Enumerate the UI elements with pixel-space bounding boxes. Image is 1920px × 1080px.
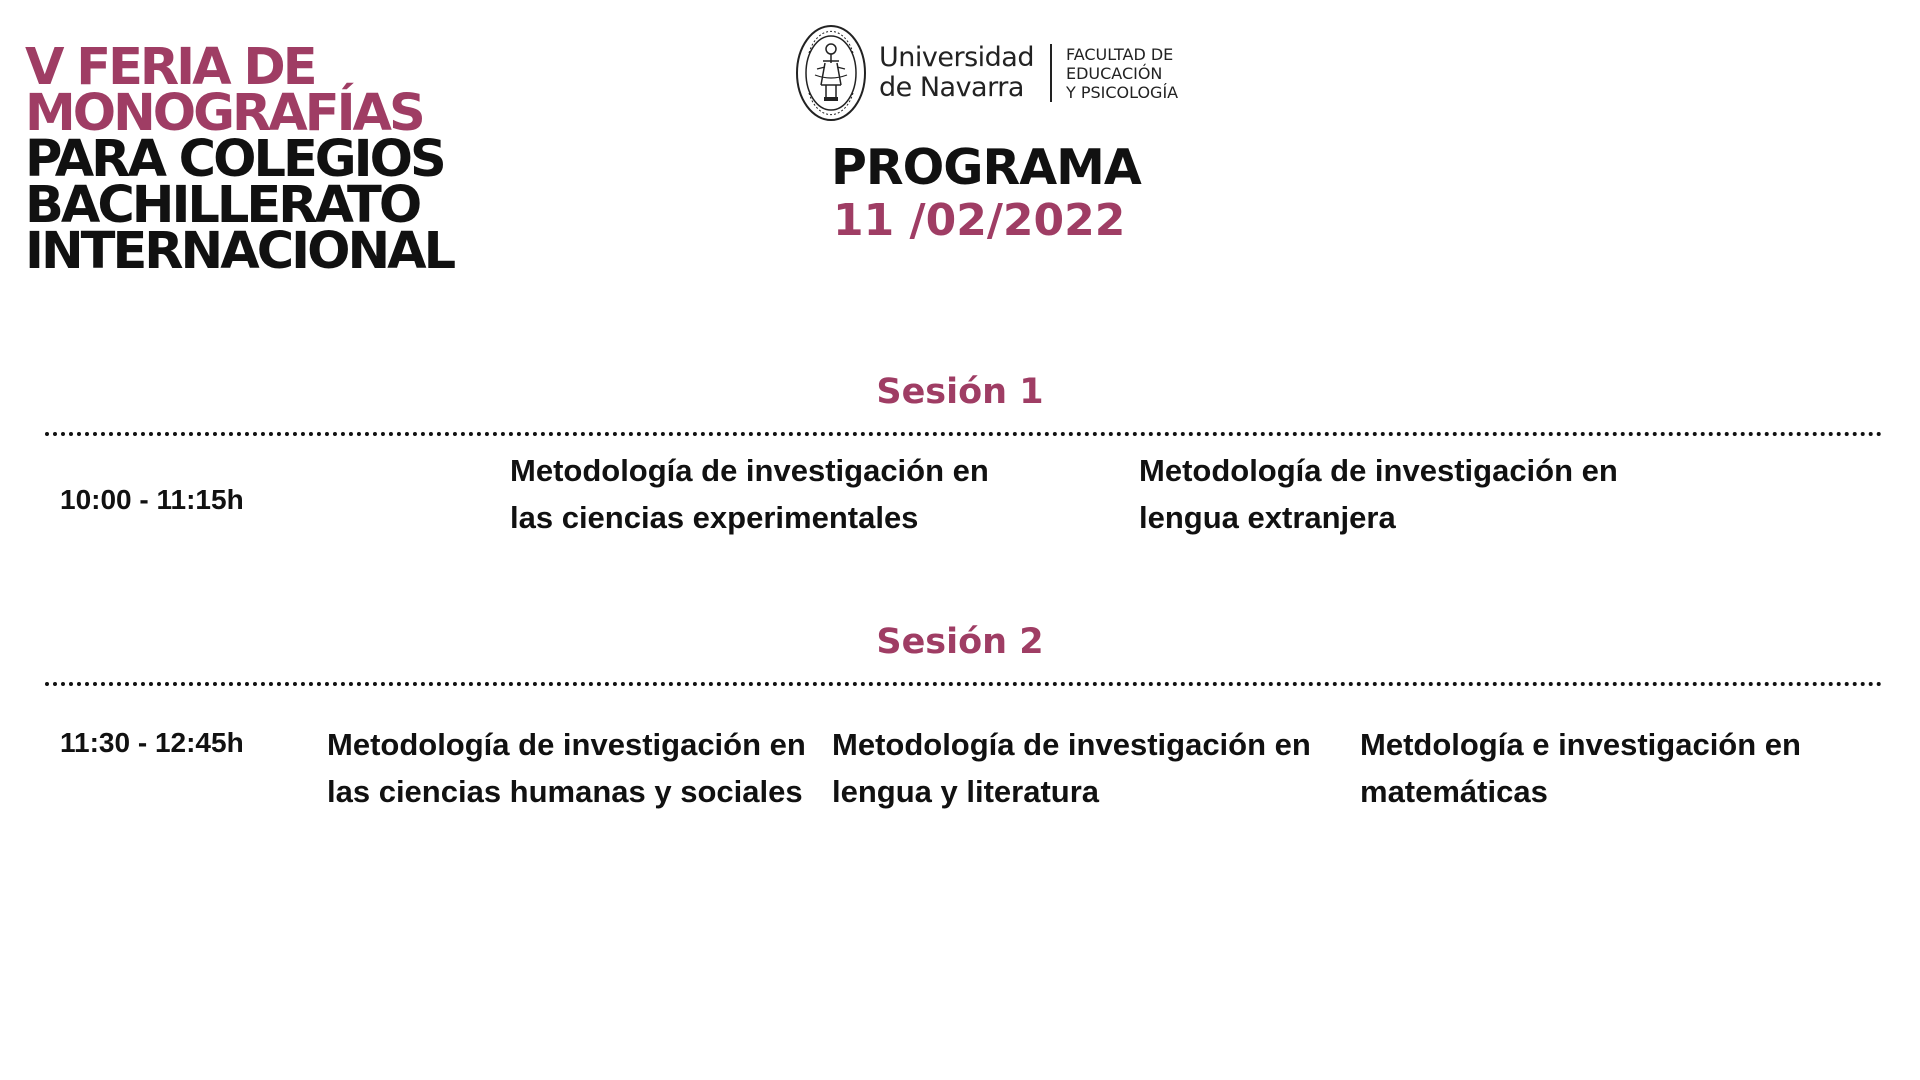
session-2-topic-2: Metodología de investigación en lengua y literatura: [832, 727, 1311, 809]
event-title-line-3: PARA COLEGIOS: [25, 130, 444, 189]
session-1-topic-2: Metodología de investigación en lengua extranjera: [1139, 453, 1618, 535]
event-title-line-2: MONOGRAFÍAS: [25, 84, 423, 143]
faculty-name: [1066, 45, 1178, 102]
faculty-name-line-1: FACULTAD DE: [1065, 44, 1174, 64]
university-name-line-1: Universidad: [879, 42, 1034, 73]
event-title-line-1: V FERIA DE: [25, 38, 315, 97]
program-title: PROGRAMA: [831, 139, 1141, 196]
session-2-topic-1: Metodología de investigación en las ciencias humanas y sociales: [327, 727, 806, 809]
logo-divider: [1050, 44, 1052, 102]
session-2-title: Sesión 2: [876, 622, 1044, 662]
faculty-name-line-3: Y PSICOLOGÍA: [1065, 82, 1179, 102]
session-2-topic-3: Metdología e investigación en matemáticas: [1360, 727, 1801, 809]
session-1-topic-1: Metodología de investigación en las ciencias experimentales: [510, 453, 989, 535]
university-name: [879, 43, 1034, 103]
program-date: 11 /02/2022: [833, 195, 1126, 246]
university-logo: [795, 22, 1178, 124]
university-seal-icon: [795, 23, 867, 123]
session-2-divider: [45, 682, 1883, 686]
event-title-line-4: BACHILLERATO: [25, 176, 420, 235]
session-1-time: 10:00 - 11:15h: [60, 484, 244, 515]
event-title: [25, 38, 585, 281]
session-2-time: 11:30 - 12:45h: [60, 727, 244, 758]
session-1-title: Sesión 1: [876, 372, 1044, 412]
event-title-line-5: INTERNACIONAL: [25, 222, 454, 281]
session-1-divider: [45, 432, 1883, 436]
university-name-line-2: de Navarra: [879, 72, 1024, 103]
faculty-name-line-2: EDUCACIÓN: [1065, 63, 1163, 83]
